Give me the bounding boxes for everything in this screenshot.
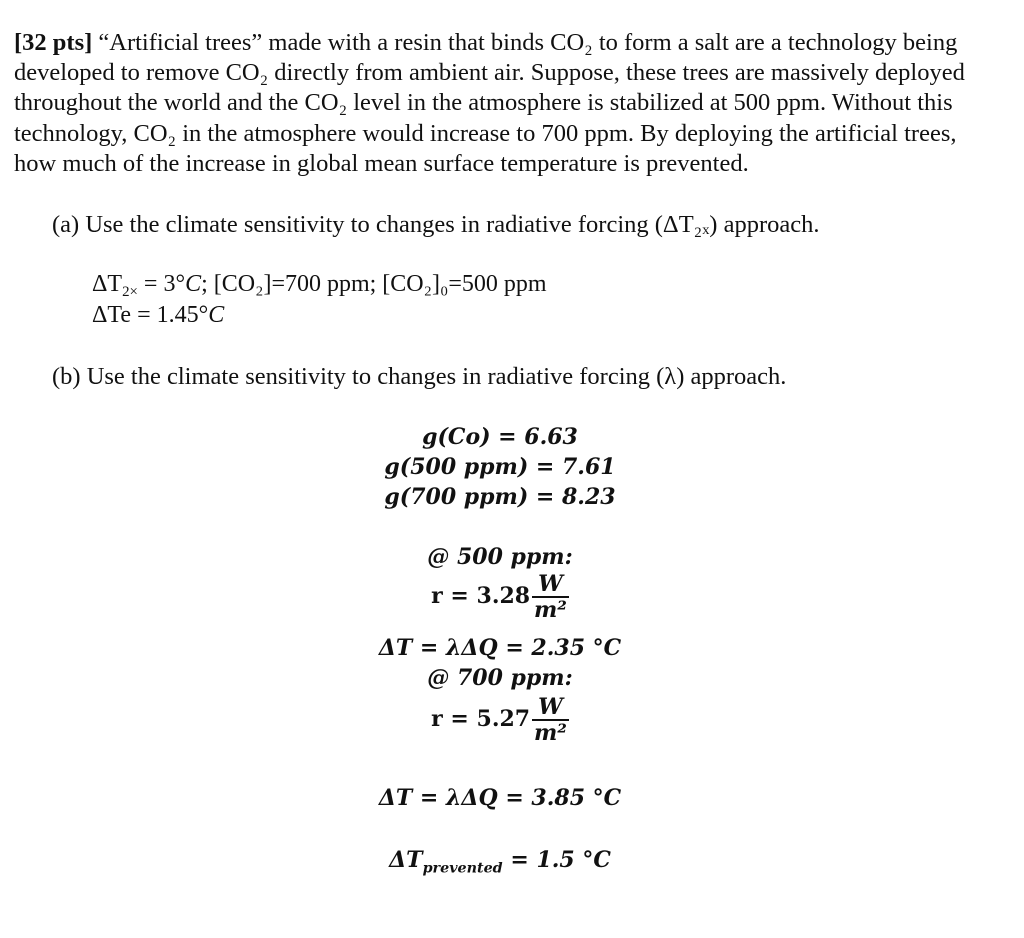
delta-t2x-label: ΔT — [92, 271, 123, 297]
dt-500-equation — [0, 633, 1000, 663]
unit-numerator: W — [532, 695, 569, 721]
dt-700-text: ΔT = λΔQ = 3.85 °C — [378, 785, 622, 811]
delta-te-unit: C — [208, 302, 225, 328]
dt-700-equation — [0, 783, 1000, 813]
problem-text: “Artificial trees” made with a resin that binds CO₂ to form a salt are a technology being developed to remove CO₂ directly from ambient air. Suppose, these trees are massively deployed throughout the world and the CO₂ level in the atmosphere is stabilized at 500 ppm. Without this technology, CO₂ in the atmosphere would increase to 700 ppm. By deploying the artificial trees, how much of the increase in global mean surface temperature is prevented. — [14, 29, 965, 177]
delta-t2x-subscript: 2× — [122, 284, 138, 300]
r-500-equation — [0, 572, 1000, 622]
at-700-text: @ 700 ppm: — [427, 665, 573, 691]
dt-500-text: ΔT = λΔQ = 2.35 °C — [378, 635, 622, 661]
dt-prevented-subscript: prevented — [422, 860, 503, 877]
g-500-text: g(500 ppm) = 7.61 — [384, 454, 616, 480]
at-700-heading — [0, 663, 1000, 693]
unit-denominator: m² — [534, 720, 567, 746]
part-a-question: (a) Use the climate sensitivity to changes in radiative forcing (ΔT₂ₓ) approach. — [52, 211, 820, 238]
r-700-equation — [0, 695, 1000, 745]
r-500-text: r = 3.28 — [431, 583, 531, 609]
r-700-text: r = 5.27 — [431, 706, 531, 732]
g-500-equation — [0, 452, 1000, 482]
delta-te-value: ΔTe = 1.45° — [92, 302, 209, 328]
dt-prevented-label: ΔT — [389, 847, 423, 873]
unit-fraction-700 — [532, 695, 569, 745]
g-co-equation — [0, 422, 1000, 452]
unit-numerator: W — [532, 572, 569, 598]
unit-fraction-500 — [532, 572, 569, 622]
co2-concentrations: ; [CO₂]=700 ppm; [CO₂]₀=500 ppm — [201, 271, 547, 297]
part-b-question: (b) Use the climate sensitivity to changes in radiative forcing (λ) approach. — [52, 363, 787, 390]
problem-statement — [14, 28, 999, 179]
part-a-result — [92, 302, 224, 329]
points-label: [32 pts] — [14, 29, 93, 56]
g-co-text: g(Co) = 6.63 — [422, 424, 578, 450]
g-700-equation — [0, 482, 1000, 512]
g-700-text: g(700 ppm) = 8.23 — [384, 484, 616, 510]
delta-t2x-value: = 3° — [137, 271, 186, 297]
delta-t2x-unit: C — [185, 271, 202, 297]
unit-denominator: m² — [534, 597, 567, 623]
part-a-given — [92, 271, 547, 306]
at-500-text: @ 500 ppm: — [427, 544, 573, 570]
at-500-heading — [0, 542, 1000, 572]
dt-prevented-value: = 1.5 °C — [502, 847, 611, 873]
dt-prevented-equation — [0, 845, 1000, 883]
